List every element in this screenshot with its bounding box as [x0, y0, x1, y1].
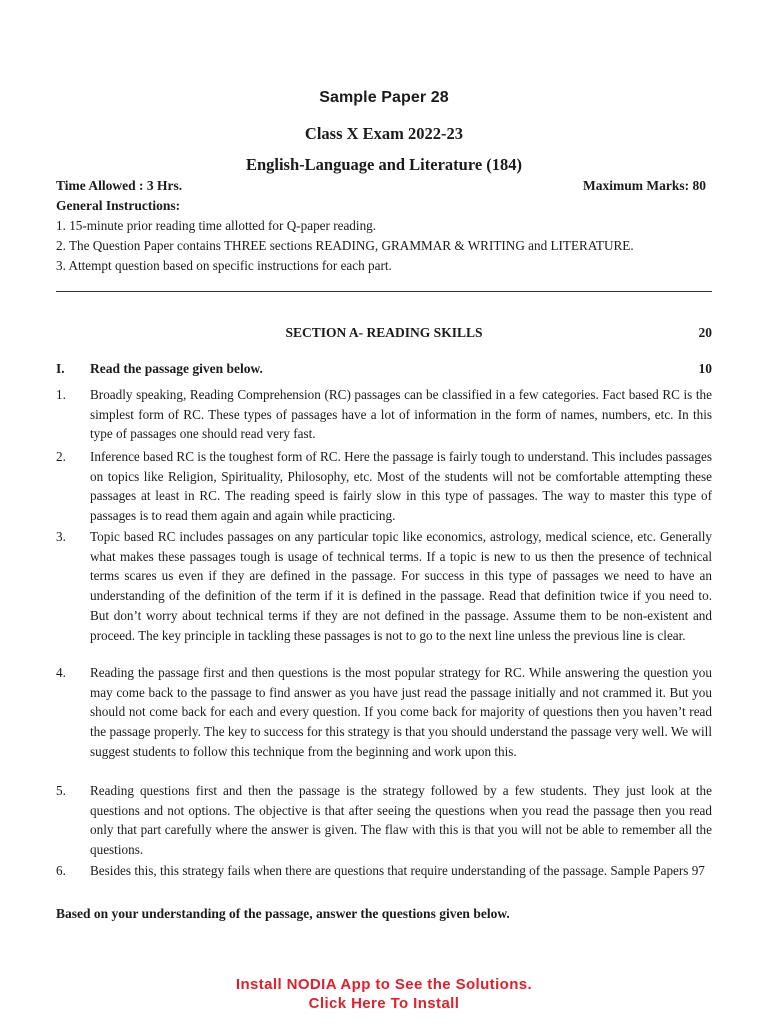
paragraph-text: Besides this, this strategy fails when there are questions that require understanding of the passage. Sample Papers 97	[90, 863, 705, 878]
passage-paragraph	[56, 781, 712, 860]
horizontal-divider	[56, 291, 712, 292]
general-instructions-heading: General Instructions:	[56, 198, 181, 213]
paragraph-number: 6.	[56, 863, 66, 878]
section-marks: 20	[698, 325, 712, 340]
passage-paragraph	[56, 447, 712, 526]
passage-paragraph	[56, 527, 712, 645]
install-app-banner	[0, 975, 768, 1013]
passage-paragraph	[56, 861, 712, 881]
maximum-marks: Maximum Marks: 80	[583, 178, 706, 193]
question-number: I.	[56, 361, 65, 376]
paragraph-text: Topic based RC includes passages on any particular topic like economics, astrology, medical science, etc. Generally what makes these passages tough is usage of technical terms. If a topic is new to us then the presence of technical terms scares us even if they are defined in the passage. For success in this type of passages we need to have an understanding of the definition of the term if it is defined in the passage. Read that definition twice if you need to. But don’t worry about technical terms if they are not defined in the passage. Assume them to be non-existent and proceed. The key principle in tackling these passages is not to go to the next line unless the previous line is clear.	[90, 529, 712, 643]
paragraph-number: 2.	[56, 449, 66, 464]
paragraph-text: Broadly speaking, Reading Comprehension (RC) passages can be classified in a few categories. Fact based RC is the simplest form of RC. These types of passages have a lot of information in the form of names, numbers, etc. In this type of passages one should read very fast.	[90, 387, 712, 442]
instruction-item: 2. The Question Paper contains THREE sections READING, GRAMMAR & WRITING and LITERATURE.	[56, 238, 634, 253]
passage-paragraph	[56, 385, 712, 444]
closing-instruction: Based on your understanding of the passage, answer the questions given below.	[56, 906, 510, 921]
section-label: SECTION A- READING SKILLS	[285, 325, 483, 340]
time-allowed: Time Allowed : 3 Hrs.	[56, 178, 183, 193]
instruction-item: 1. 15-minute prior reading time allotted for Q-paper reading.	[56, 218, 377, 233]
paper-title: Sample Paper 28	[319, 89, 449, 106]
paragraph-number: 4.	[56, 665, 66, 680]
paragraph-text: Reading the passage first and then questions is the most popular strategy for RC. While answering the question you may come back to the passage to find answer as you have just read the passage initially and not crammed it. But you should not come back for each and every question. If you come back for majority of questions then you haven’t read the passage properly. The key to success for this strategy is that you should understand the passage very well. We will suggest students to follow this technique from the beginning and work upon this.	[90, 665, 712, 759]
paragraph-text: Inference based RC is the toughest form of RC. Here the passage is fairly tough to understand. This includes passages on topics like Religion, Spirituality, Philosophy, etc. Most of the students will not be comfortable attempting these passages at least in RC. The reading speed is fairly slow in this type of passages. The way to master this type of passages is to read them again and again while practicing.	[90, 449, 712, 524]
paragraph-number: 5.	[56, 783, 66, 798]
class-exam-heading: Class X Exam 2022-23	[304, 124, 464, 143]
sample-paper-page	[56, 0, 712, 1024]
question-text: Read the passage given below.	[90, 361, 263, 376]
exam-meta-row	[56, 178, 712, 194]
paragraph-number: 1.	[56, 387, 66, 402]
paragraph-number: 3.	[56, 529, 66, 544]
install-app-link[interactable]: Install NODIA App to See the Solutions.	[235, 976, 533, 993]
general-instructions-list	[56, 216, 712, 276]
question-marks: 10	[698, 361, 712, 376]
click-to-install-link[interactable]: Click Here To Install	[308, 995, 460, 1012]
subject-heading: English-Language and Literature (184)	[245, 155, 523, 174]
paragraph-text: Reading questions first and then the passage is the strategy followed by a few students. They just look at the questions and not options. The objective is that after seeing the questions when you read the passage then you read only that part carefully where the answer is given. The flaw with this is that you will not be able to remember all the questions.	[90, 783, 712, 858]
passage-paragraph	[56, 663, 712, 762]
instruction-item: 3. Attempt question based on specific instructions for each part.	[56, 258, 392, 273]
